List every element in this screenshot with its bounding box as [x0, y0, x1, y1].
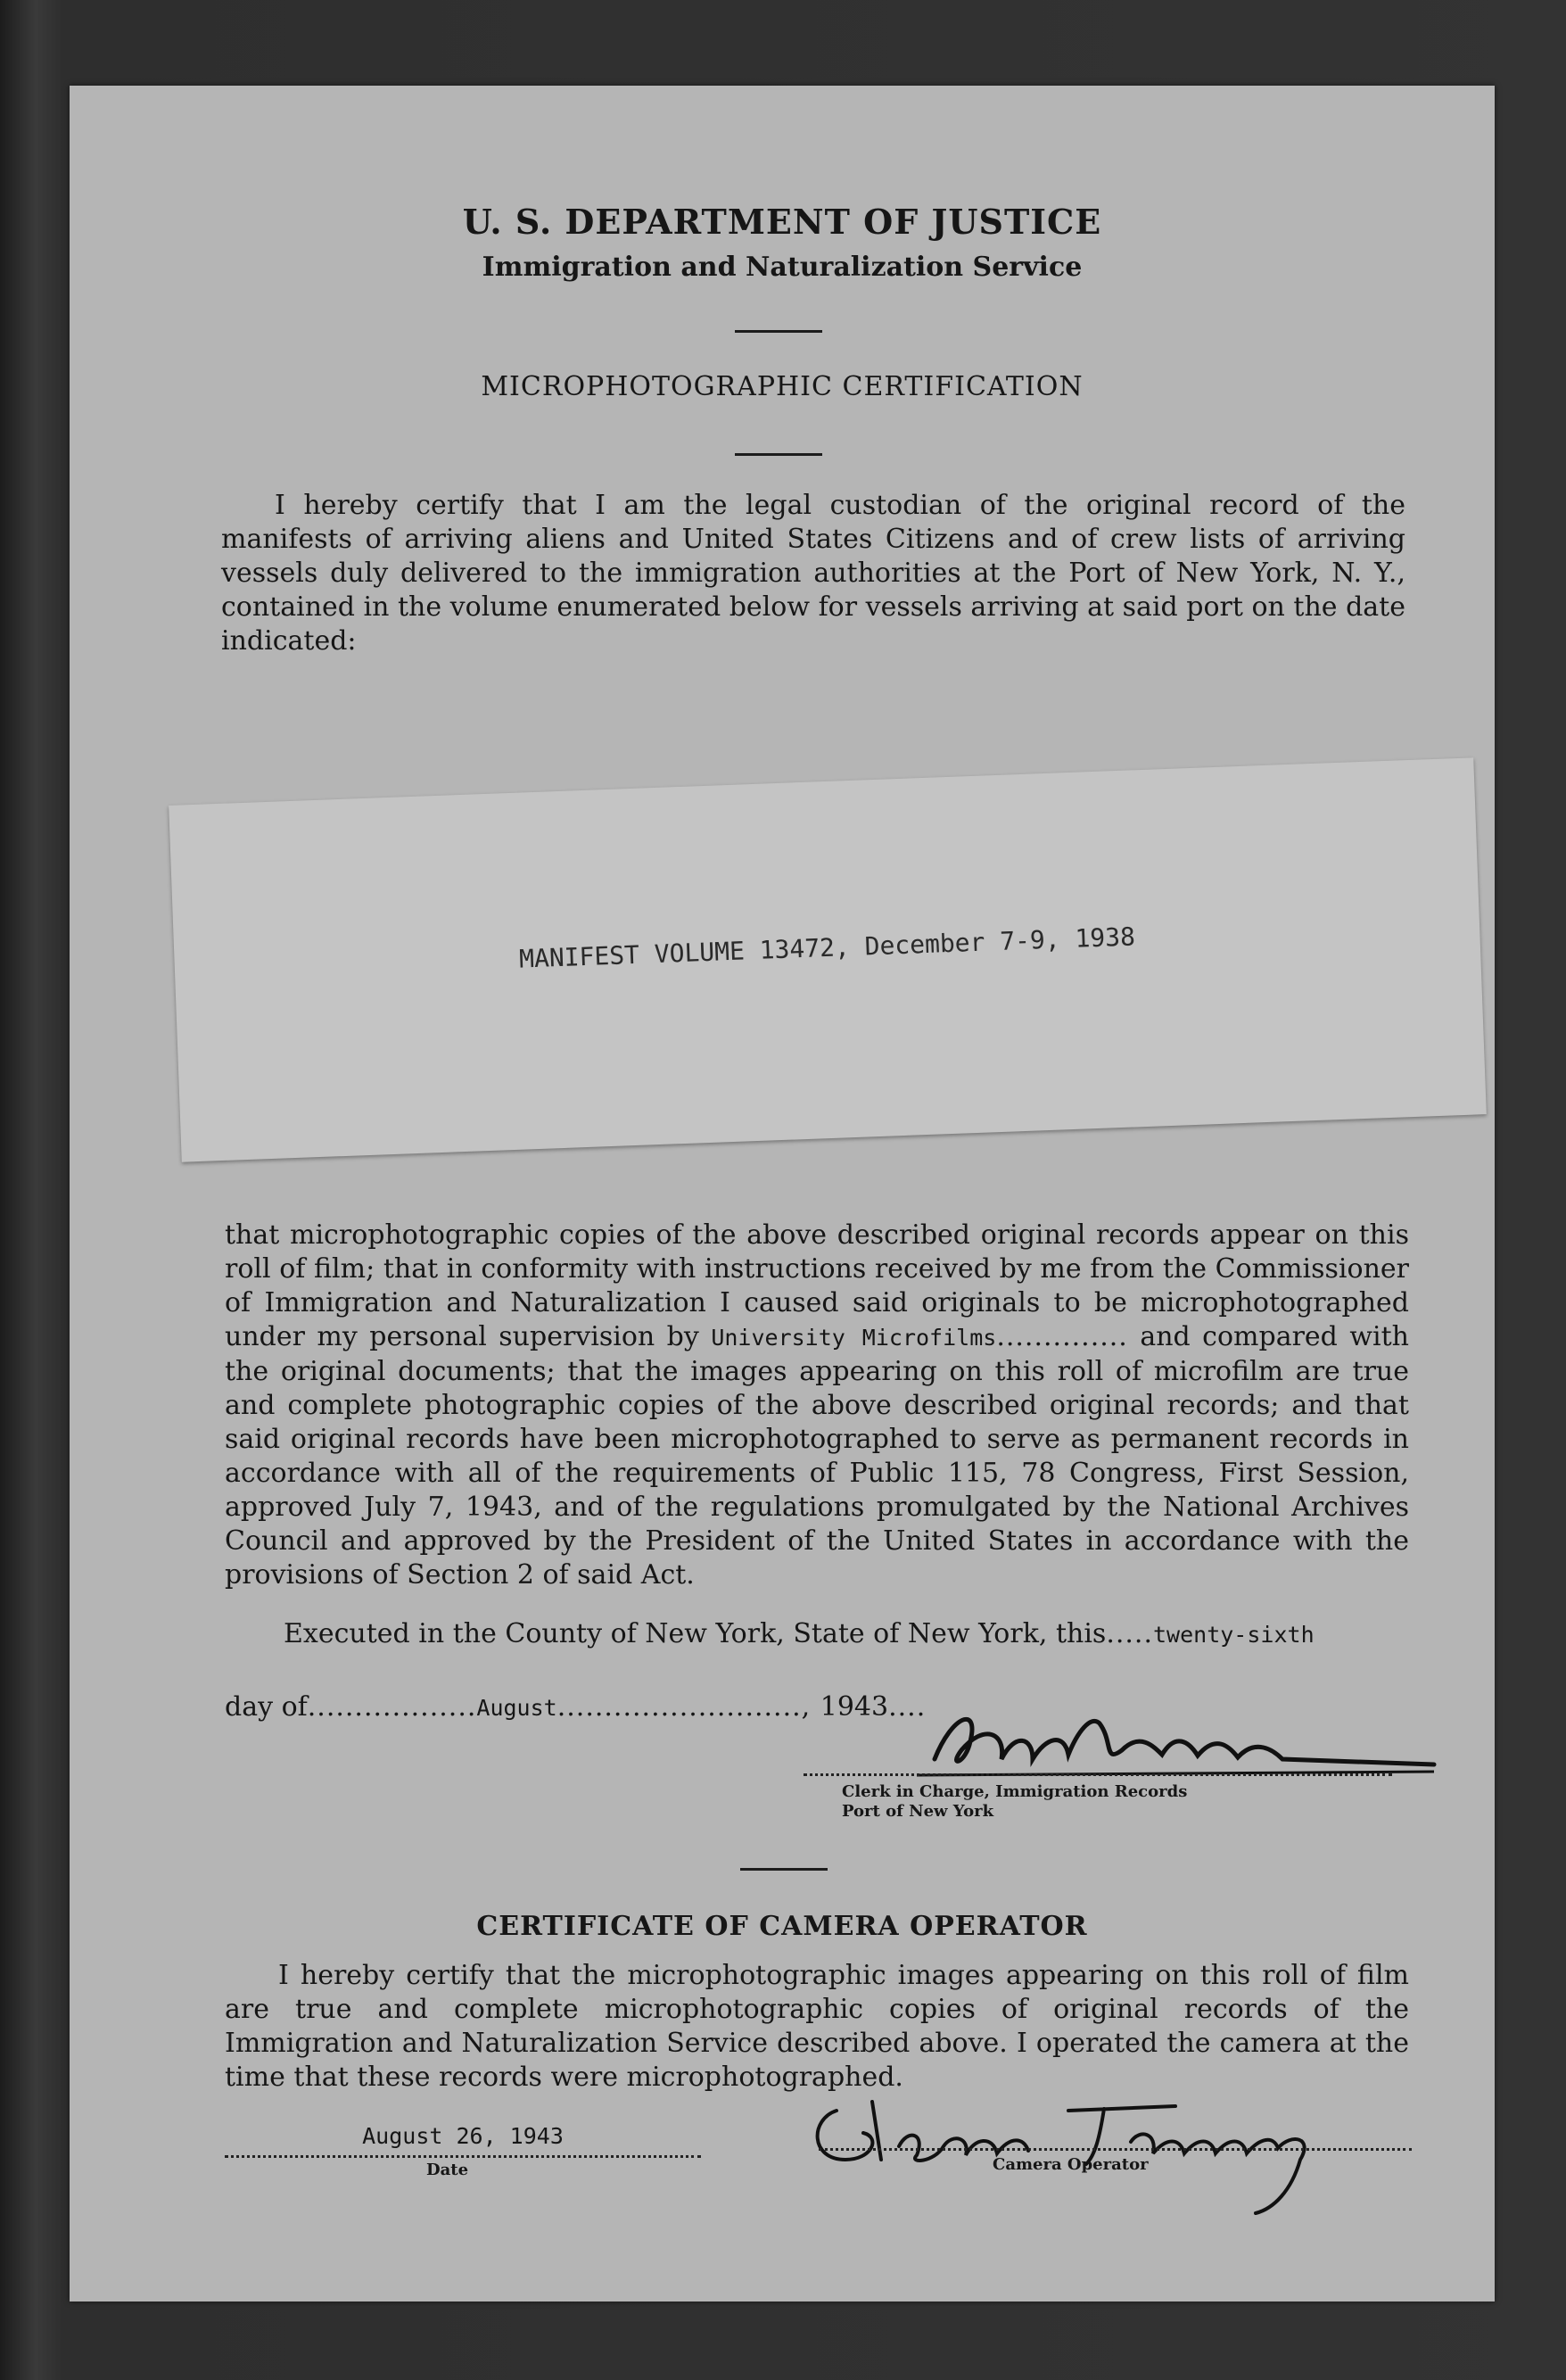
operator-caption: Camera Operator — [993, 2155, 1149, 2174]
month-value: August — [476, 1695, 557, 1721]
intro-paragraph: I hereby certify that I am the legal custodian of the original record of the manifests of arriving aliens and United States Citizens and of crew lists of arriving vessels duly delivered to the immigration authorities at the Port of New York, N. Y., contained in the volume enumerated below for vessels arriving at said port on the date indicated: — [221, 490, 1405, 657]
fill-dots: .............. — [996, 1321, 1128, 1352]
day-of-label: day of — [225, 1691, 308, 1723]
operator-signature-line — [819, 2148, 1412, 2151]
contractor-name: University Microfilms — [711, 1325, 997, 1351]
executed-line — [284, 1618, 1315, 1649]
fill-dots: ..... — [1106, 1618, 1153, 1649]
body-text-part2: and compared with the original documents; that the images appearing on this roll of microfilm are true and complete photographic copies of the above described original records; and that said original records have been microphotographed to serve as permanent records in accordance with all of the requirements of Public 115, 78 Congress, First Session, approved July 7, 1943, and of the regulations promulgated by the National Archives Council and approved by the President of the United States in accordance with the provisions of Section 2 of said Act. — [225, 1321, 1409, 1591]
date-caption: Date — [426, 2161, 469, 2179]
certification-title: MICROPHOTOGRAPHIC CERTIFICATION — [481, 371, 1084, 402]
clerk-title — [842, 1782, 1187, 1822]
volume-slip — [169, 757, 1487, 1161]
service-subheading: Immigration and Naturalization Service — [482, 252, 1083, 283]
department-heading: U. S. DEPARTMENT OF JUSTICE — [462, 202, 1102, 242]
camera-certificate-title: CERTIFICATE OF CAMERA OPERATOR — [476, 1911, 1088, 1942]
clerk-title-line2: Port of New York — [842, 1802, 994, 1821]
body-paragraph — [225, 1219, 1409, 1592]
executed-prefix: Executed in the County of New York, State of New York, this — [284, 1618, 1107, 1649]
camera-paragraph: I hereby certify that the microphotographic images appearing on this roll of film are true and complete microphotographic copies of original records of the Immigration and Naturalization Service described above. I operated the camera at the time that these records were microphotographed. — [225, 1960, 1409, 2093]
divider — [740, 1868, 828, 1871]
fill-dots: .........................., — [556, 1691, 820, 1723]
camera-date: August 26, 1943 — [362, 2123, 564, 2149]
date-line — [225, 2123, 701, 2158]
clerk-signature — [899, 1697, 1452, 1786]
clerk-signature-line — [804, 1773, 1392, 1776]
body-text-part1: that microphotographic copies of the above described original records appear on this roll of film; that in conformity with instructions received by me from the Commissioner of Immigration and Naturalization I caused said originals to be microphotographed under my personal supervision by — [225, 1219, 1409, 1352]
executed-day: twenty-sixth — [1153, 1622, 1315, 1648]
manifest-volume-label: MANIFEST VOLUME 13472, December 7-9, 1938 — [518, 921, 1136, 974]
certificate-document — [70, 86, 1495, 2301]
clerk-title-line1: Clerk in Charge, Immigration Records — [842, 1782, 1188, 1801]
divider — [735, 330, 822, 333]
operator-signature — [801, 2084, 1425, 2218]
year-value: 1943 — [820, 1691, 889, 1723]
divider — [735, 453, 822, 456]
fill-dots: .................. — [307, 1691, 477, 1723]
day-of-line — [225, 1691, 926, 1723]
fill-dots: .... — [888, 1691, 927, 1723]
